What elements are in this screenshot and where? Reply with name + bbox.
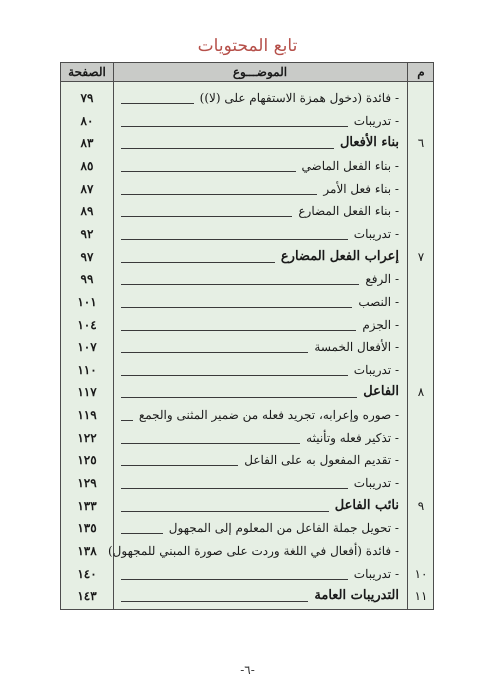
page-number-cell: ١٣٣ <box>77 498 97 513</box>
table-row <box>61 427 433 449</box>
table-row <box>61 540 433 562</box>
table-row <box>61 517 433 539</box>
header-number: م <box>417 65 425 79</box>
leader-line <box>121 579 348 580</box>
table-row <box>61 87 433 109</box>
table-row <box>61 246 433 268</box>
page-number-cell: ٨٧ <box>80 181 94 196</box>
topic-cell: إعراب الفعل المضارع <box>280 248 399 264</box>
topic-cell: بناء الأفعال <box>339 135 399 151</box>
section-number-cell: ١١ <box>414 589 428 604</box>
section-number-cell <box>407 427 435 449</box>
leader-line <box>121 375 348 376</box>
page-number-cell: ١٢٢ <box>77 430 97 445</box>
section-number-cell: ٦ <box>417 136 425 151</box>
topic-cell: - فائدة (أفعال في اللغة وردت على صورة المبني للمجهول) <box>108 544 399 558</box>
section-number-cell <box>407 200 435 222</box>
page-number-cell: ٩٢ <box>80 226 94 241</box>
topic-cell: - تدريبات <box>353 362 399 377</box>
topic-cell: نائب الفاعل <box>334 497 399 513</box>
table-row <box>61 291 433 313</box>
leader-line <box>121 533 163 534</box>
section-number-cell: ٨ <box>417 385 425 400</box>
topic-cell: - بناء الفعل الماضي <box>301 158 399 173</box>
leader-line <box>121 465 238 466</box>
page-number-cell: ١٤٣ <box>77 589 97 604</box>
section-number-cell <box>407 449 435 471</box>
section-number-cell: ٧ <box>417 249 425 264</box>
leader-line <box>121 397 357 398</box>
leader-line <box>121 511 329 512</box>
leader-line <box>121 216 292 217</box>
page-number: -٦- <box>240 663 255 677</box>
leader-line <box>121 262 275 263</box>
section-number-cell <box>407 404 435 426</box>
page-number-cell: ٧٩ <box>80 91 94 105</box>
table-row <box>61 359 433 381</box>
page-number-cell: ١٠٧ <box>77 340 97 355</box>
page-number-cell: ١٢٥ <box>77 453 97 468</box>
topic-cell: - الجزم <box>362 317 399 332</box>
table-row <box>61 472 433 494</box>
topic-cell: الفاعل <box>363 384 399 400</box>
section-number-cell: ٩ <box>417 498 425 513</box>
page-number-cell: ٨٠ <box>80 113 94 128</box>
leader-line <box>121 488 348 489</box>
topic-cell: - تدريبات <box>353 113 399 128</box>
topic-cell: - بناء الفعل المضارع <box>298 204 399 219</box>
header-page: الصفحة <box>68 65 106 79</box>
page-number-cell: ١١٩ <box>77 408 97 423</box>
page-title: تابع المحتويات <box>197 36 298 56</box>
table-row <box>61 563 433 585</box>
leader-line <box>121 171 296 172</box>
topic-cell: - تذكير فعله وتأنيثه <box>306 430 399 445</box>
table-row <box>61 314 433 336</box>
page-number-cell: ٨٣ <box>80 136 94 151</box>
section-number-cell <box>407 472 435 494</box>
section-number-cell <box>407 155 435 177</box>
topic-cell: - صوره وإعرابه، تجريد فعله من ضمير المثنى والجمع <box>138 408 399 423</box>
table-row <box>61 155 433 177</box>
leader-line <box>121 194 317 195</box>
table-row <box>61 200 433 222</box>
leader-line <box>121 284 359 285</box>
topic-cell: - تقديم المفعول به على الفاعل <box>244 453 399 468</box>
leader-line <box>121 126 348 127</box>
leader-line <box>121 307 352 308</box>
table-row <box>61 495 433 517</box>
table-header <box>61 63 433 82</box>
page-number-cell: ٨٥ <box>80 158 94 173</box>
leader-line <box>121 239 348 240</box>
page-number-cell: ١٣٨ <box>77 544 97 558</box>
section-number-cell <box>407 178 435 200</box>
section-number-cell <box>407 87 435 109</box>
table-row <box>61 178 433 200</box>
page-number-cell: ٩٧ <box>80 249 94 264</box>
topic-cell: - تحويل جملة الفاعل من المعلوم إلى المجهول <box>168 521 399 536</box>
page-number-cell: ١٠١ <box>77 294 97 309</box>
page-number-cell: ١١٠ <box>77 362 97 377</box>
section-number-cell <box>407 540 435 562</box>
contents-table <box>60 62 434 610</box>
section-number-cell <box>407 517 435 539</box>
section-number-cell <box>407 110 435 132</box>
section-number-cell <box>407 314 435 336</box>
leader-line <box>121 601 308 602</box>
leader-line <box>121 352 308 353</box>
page-number-cell: ١٢٩ <box>77 476 97 491</box>
table-row <box>61 381 433 403</box>
page-number-cell: ١٠٤ <box>77 317 97 332</box>
topic-cell: - الأفعال الخمسة <box>314 340 399 355</box>
leader-line <box>121 330 356 331</box>
topic-cell: - بناء فعل الأمر <box>323 181 399 196</box>
table-row <box>61 585 433 607</box>
section-number-cell <box>407 359 435 381</box>
leader-line <box>121 420 133 421</box>
section-number-cell: ١٠ <box>414 566 428 581</box>
topic-cell: التدريبات العامة <box>314 588 399 604</box>
table-row <box>61 268 433 290</box>
section-number-cell <box>407 268 435 290</box>
header-topic: الموضـــوع <box>232 65 288 79</box>
table-row <box>61 132 433 154</box>
leader-line <box>121 443 300 444</box>
table-row <box>61 336 433 358</box>
page-number-cell: ٨٩ <box>80 204 94 219</box>
leader-line <box>121 103 194 104</box>
section-number-cell <box>407 223 435 245</box>
table-row <box>61 110 433 132</box>
section-number-cell <box>407 291 435 313</box>
page-number-cell: ٩٩ <box>80 272 94 287</box>
page-number-cell: ١٤٠ <box>77 566 97 581</box>
section-number-cell <box>407 336 435 358</box>
page-number-cell: ١٣٥ <box>77 521 97 536</box>
topic-cell: - تدريبات <box>353 226 399 241</box>
topic-cell: - فائدة (دخول همزة الاستفهام على (لا)) <box>199 91 399 105</box>
topic-cell: - الرفع <box>365 272 399 287</box>
topic-cell: - تدريبات <box>353 476 399 491</box>
table-row <box>61 223 433 245</box>
table-row <box>61 404 433 426</box>
topic-cell: - النصب <box>358 294 399 309</box>
table-row <box>61 449 433 471</box>
leader-line <box>121 148 334 149</box>
page-number-cell: ١١٧ <box>77 385 97 400</box>
topic-cell: - تدريبات <box>353 566 399 581</box>
